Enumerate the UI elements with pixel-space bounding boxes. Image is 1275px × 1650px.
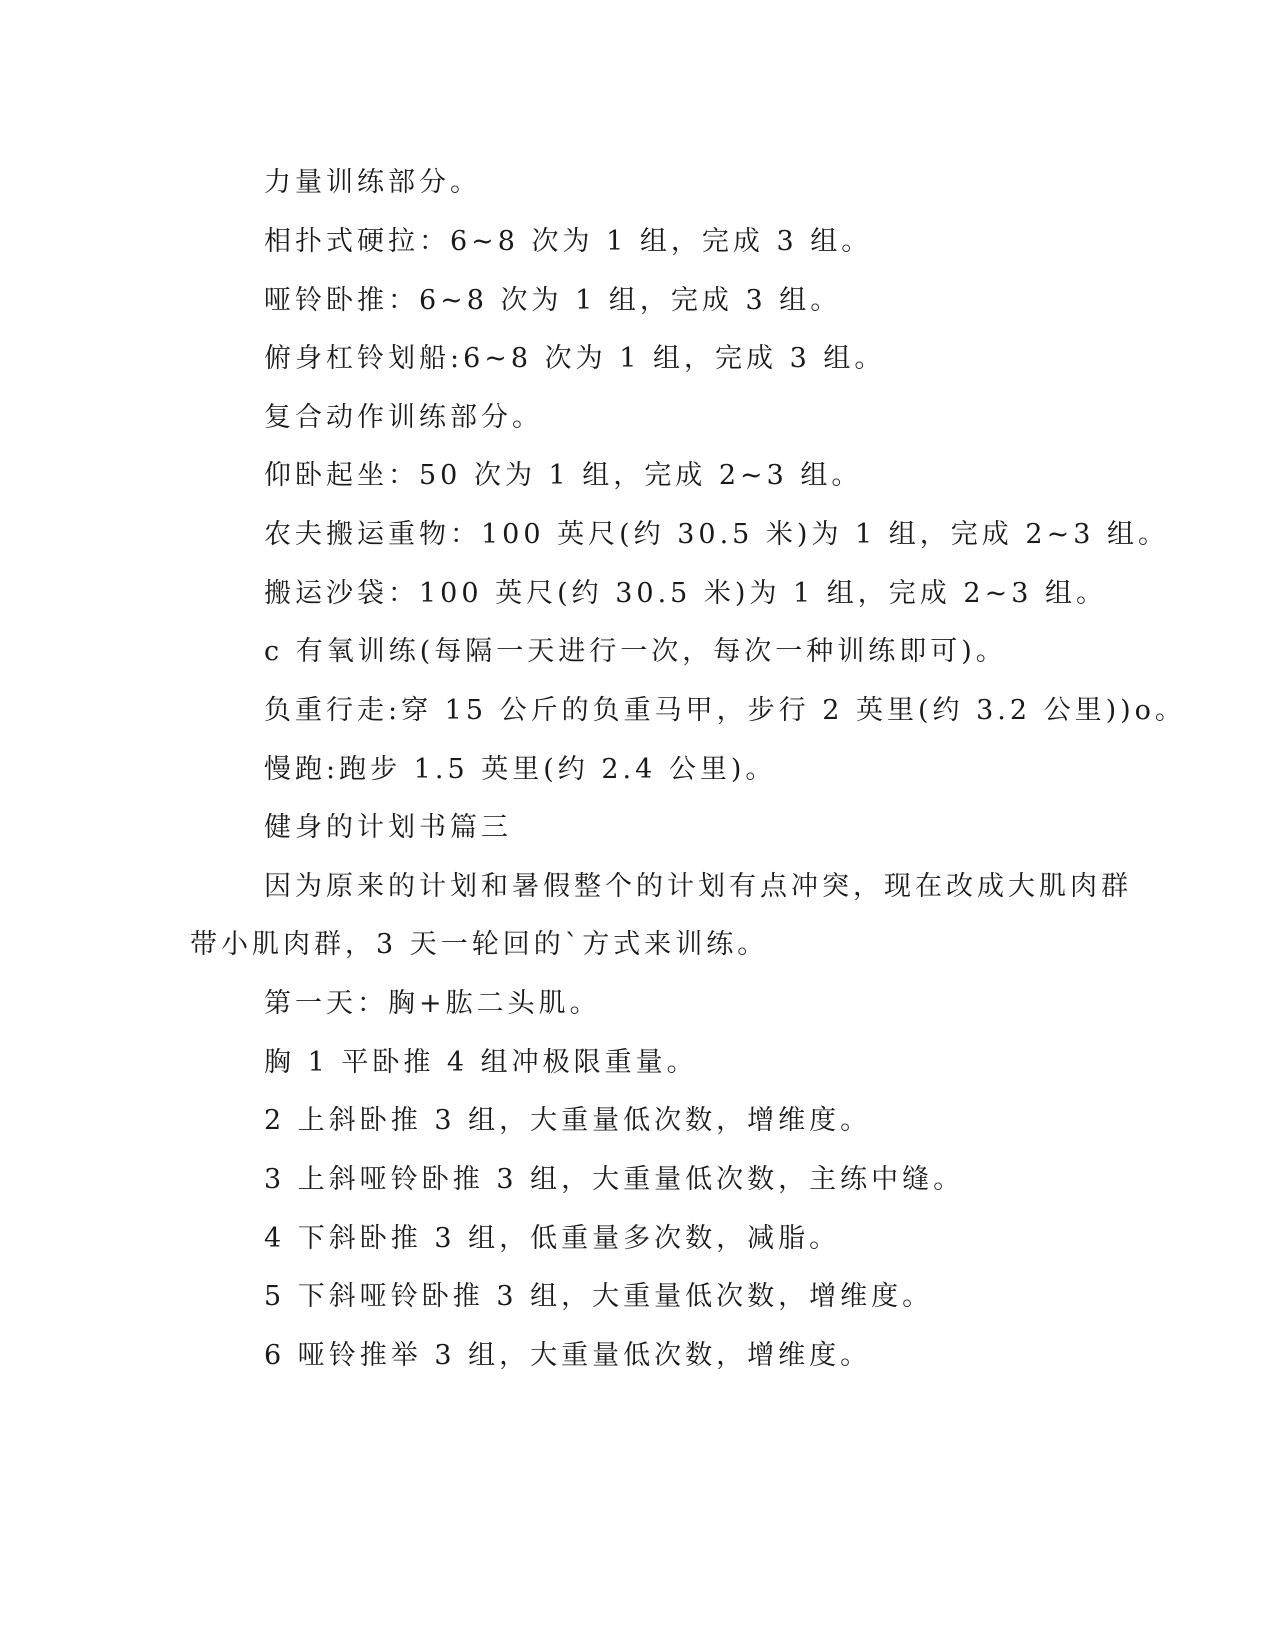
list-item-5: 5 下斜哑铃卧推 3 组，大重量低次数，增维度。 bbox=[264, 1281, 934, 1312]
paragraph-dumbbell-press: 哑铃卧推：6~8 次为 1 组，完成 3 组。 bbox=[264, 285, 842, 316]
list-item-1: 胸 1 平卧推 4 组冲极限重量。 bbox=[264, 1047, 698, 1078]
paragraph-situps: 仰卧起坐：50 次为 1 组，完成 2~3 组。 bbox=[264, 460, 863, 491]
list-item-6: 6 哑铃推举 3 组，大重量低次数，增维度。 bbox=[264, 1340, 872, 1371]
section-heading-cardio: c 有氧训练(每隔一天进行一次，每次一种训练即可)。 bbox=[264, 636, 1007, 667]
paragraph-intro-line2: 带小肌肉群，3 天一轮回的`方式来训练。 bbox=[190, 929, 769, 960]
section-heading-compound: 复合动作训练部分。 bbox=[264, 402, 543, 433]
chapter-title: 健身的计划书篇三 bbox=[264, 812, 512, 843]
section-heading-strength: 力量训练部分。 bbox=[264, 167, 481, 198]
paragraph-barbell-row: 俯身杠铃划船:6~8 次为 1 组，完成 3 组。 bbox=[264, 343, 886, 374]
paragraph-weighted-walk: 负重行走:穿 15 公斤的负重马甲，步行 2 英里(约 3.2 公里))o。 bbox=[264, 695, 1186, 726]
list-item-2: 2 上斜卧推 3 组，大重量低次数，增维度。 bbox=[264, 1105, 872, 1136]
paragraph-intro-line1: 因为原来的计划和暑假整个的计划有点冲突，现在改成大肌肉群 bbox=[264, 871, 1132, 902]
paragraph-sumo-deadlift: 相扑式硬拉：6~8 次为 1 组，完成 3 组。 bbox=[264, 226, 873, 257]
list-item-3: 3 上斜哑铃卧推 3 组，大重量低次数，主练中缝。 bbox=[264, 1164, 965, 1195]
paragraph-farmer-carry: 农夫搬运重物：100 英尺(约 30.5 米)为 1 组，完成 2~3 组。 bbox=[264, 519, 1169, 550]
day-one-heading: 第一天：胸+肱二头肌。 bbox=[264, 988, 601, 1019]
paragraph-jogging: 慢跑:跑步 1.5 英里(约 2.4 公里)。 bbox=[264, 754, 777, 785]
list-item-4: 4 下斜卧推 3 组，低重量多次数，减脂。 bbox=[264, 1223, 841, 1254]
paragraph-sandbag-carry: 搬运沙袋：100 英尺(约 30.5 米)为 1 组，完成 2~3 组。 bbox=[264, 578, 1107, 609]
